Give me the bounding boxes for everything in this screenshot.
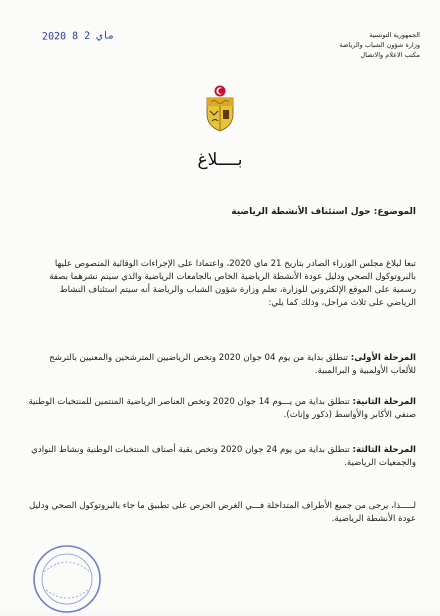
tunisia-coat-of-arms-icon: [202, 84, 238, 132]
phase-2-text: تنطلق بداية من يـــوم 14 جوان 2020 وتخص العناصر الرياضية المنتمين للمنتخبات الوطنية صنفي الأكابر والأواسط (ذكور وإناث).: [28, 397, 416, 420]
closing-paragraph: لـــــذا، يرجى من جميع الأطراف المتداخلة فـــي الغرض الحرص على تطبيق ما جاء بالبروتوكول الصحي ودليل عودة الأنشطة الرياضية.: [29, 501, 416, 524]
letterhead-ministry: وزارة شؤون الشباب والرياضة: [339, 41, 420, 49]
phase-3-text: تنطلق بداية من يوم 24 جوان 2020 وتخص بقية أصناف المنتخبات الوطنية ونشاط النوادي والجمعيات الرياضية.: [31, 445, 416, 468]
phase-3-label: المرحلة الثالثة:: [352, 445, 416, 455]
phase-2-label: المرحلة الثانية:: [352, 397, 416, 407]
phase-2-paragraph: [28, 396, 416, 422]
phase-1-paragraph: [28, 352, 416, 378]
letterhead-office: مكتب الاعلام والاتصال: [360, 51, 420, 59]
received-date-stamp: 2020 ماي 2 8: [41, 30, 115, 43]
official-stamp-icon: [30, 542, 104, 616]
subject-line: الموضوع: حول استئناف الأنشطة الرياضية: [231, 207, 416, 217]
phase-3-paragraph: [28, 444, 416, 470]
document-title: بــــلاغ: [197, 150, 243, 170]
phase-1-label: المرحلة الأولى:: [350, 353, 416, 363]
phase-1-text: تنطلق بداية من يوم 04 جوان 2020 وتخص الرياضيين المترشحين والمعنيين بالترشح للألعاب الأولمبية و البرالمبية.: [49, 353, 416, 376]
letterhead: [340, 30, 421, 60]
intro-paragraph: تبعا لبلاغ مجلس الوزراء الصادر بتاريخ 21 ماي 2020، واعتمادا على الإجراءات الوقائية المنصوص عليها بالبروتوكول الصحي ودليل عودة الأنشطة الرياضية الخاص بالجامعات الرياضية والذي سيتم نشرهما بصفة رسمية على الموقع الإلكتروني للوزارة، تعلم وزارة شؤون الشباب والرياضة أنه سيتم استئناف النشاط الرياضي على ثلاث مراحل، وذلك كما يلي:: [49, 259, 416, 308]
letterhead-country: الجمهورية التونسية: [369, 31, 420, 39]
